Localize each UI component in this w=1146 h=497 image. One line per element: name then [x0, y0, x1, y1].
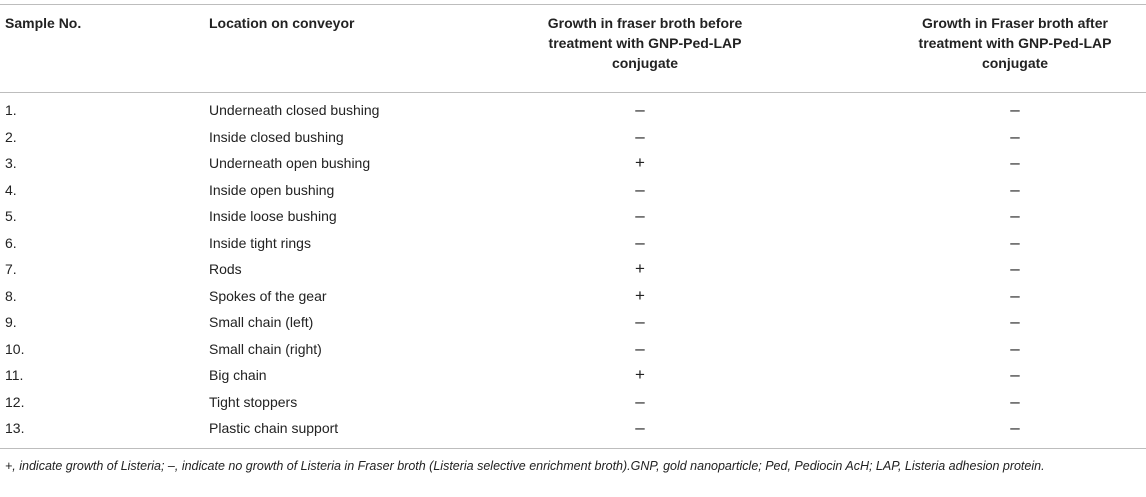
cell-growth-after: – — [1010, 179, 1020, 199]
table-body — [0, 97, 1146, 442]
cell-location: Inside open bushing — [209, 181, 335, 198]
cell-location: Inside closed bushing — [209, 128, 344, 145]
cell-growth-before: + — [635, 259, 645, 278]
table-row — [0, 150, 1146, 177]
cell-growth-before: – — [635, 338, 645, 358]
cell-sample-no: 2. — [5, 128, 17, 145]
cell-sample-no: 7. — [5, 261, 17, 277]
table-row — [0, 177, 1146, 204]
cell-sample-no: 13. — [5, 420, 25, 436]
cell-sample-no: 3. — [5, 155, 17, 171]
table-top-rule — [0, 4, 1146, 5]
cell-growth-before: – — [635, 232, 645, 252]
cell-sample-no: 8. — [5, 287, 17, 304]
cell-sample-no: 1. — [5, 102, 17, 118]
cell-growth-after: – — [1010, 206, 1020, 225]
table-row — [0, 283, 1146, 310]
table-row — [0, 336, 1146, 363]
cell-location: Small chain (left) — [209, 314, 314, 330]
cell-location: Small chain (right) — [209, 340, 322, 357]
cell-growth-before: – — [635, 418, 645, 437]
cell-growth-before: + — [635, 365, 645, 384]
cell-sample-no: 9. — [5, 314, 17, 330]
table-header-rule — [0, 92, 1146, 93]
cell-growth-after: – — [1010, 312, 1020, 331]
cell-growth-before: – — [635, 100, 645, 119]
cell-location: Inside loose bushing — [209, 208, 337, 224]
cell-growth-after: – — [1010, 153, 1020, 172]
cell-growth-after: – — [1010, 365, 1020, 384]
table-row — [0, 97, 1146, 124]
header-location: Location on conveyor — [209, 15, 355, 31]
table-row — [0, 124, 1146, 151]
cell-sample-no: 11. — [5, 367, 24, 383]
cell-growth-after: – — [1010, 232, 1020, 252]
table-row — [0, 362, 1146, 389]
cell-growth-before: – — [635, 126, 645, 146]
cell-location: Spokes of the gear — [209, 287, 327, 304]
header-growth-after: Growth in Fraser broth after treatment with GNP-Ped-LAP conjugate — [918, 15, 1112, 71]
cell-location: Underneath open bushing — [209, 155, 371, 171]
cell-sample-no: 4. — [5, 181, 17, 198]
table-row — [0, 415, 1146, 442]
header-growth-before: Growth in fraser broth before treatment with GNP-Ped-LAP conjugate — [547, 15, 743, 71]
table-footnote: +, indicate growth of Listeria; –, indicate no growth of Listeria in Fraser broth (Listeria selective enrichment broth).GNP, gold nanoparticle; Ped, Pediocin AcH; LAP, Listeria adhesion protein. — [5, 459, 1045, 473]
cell-growth-after: – — [1010, 418, 1020, 437]
table-row — [0, 309, 1146, 336]
cell-sample-no: 10. — [5, 340, 25, 357]
cell-growth-after: – — [1010, 126, 1020, 146]
cell-location: Big chain — [209, 367, 267, 383]
cell-sample-no: 6. — [5, 234, 17, 251]
cell-growth-after: – — [1010, 338, 1020, 358]
cell-location: Underneath closed bushing — [209, 102, 380, 118]
cell-growth-before: – — [635, 179, 645, 199]
cell-location: Tight stoppers — [209, 393, 298, 410]
table-bottom-rule — [0, 448, 1146, 449]
table-row — [0, 230, 1146, 257]
cell-growth-after: – — [1010, 391, 1020, 411]
table-row — [0, 256, 1146, 283]
cell-growth-after: – — [1010, 100, 1020, 119]
cell-sample-no: 5. — [5, 208, 17, 224]
table-row — [0, 203, 1146, 230]
cell-growth-after: – — [1010, 259, 1020, 278]
cell-location: Inside tight rings — [209, 234, 311, 251]
cell-growth-before: – — [635, 312, 645, 331]
cell-growth-before: – — [635, 206, 645, 225]
cell-location: Plastic chain support — [209, 420, 339, 436]
header-sample-no: Sample No. — [5, 15, 82, 31]
cell-growth-before: + — [635, 153, 645, 172]
cell-growth-after: – — [1010, 285, 1020, 305]
cell-sample-no: 12. — [5, 393, 25, 410]
cell-growth-before: + — [635, 285, 645, 305]
cell-growth-before: – — [635, 391, 645, 411]
table-row — [0, 389, 1146, 416]
cell-location: Rods — [209, 261, 242, 277]
